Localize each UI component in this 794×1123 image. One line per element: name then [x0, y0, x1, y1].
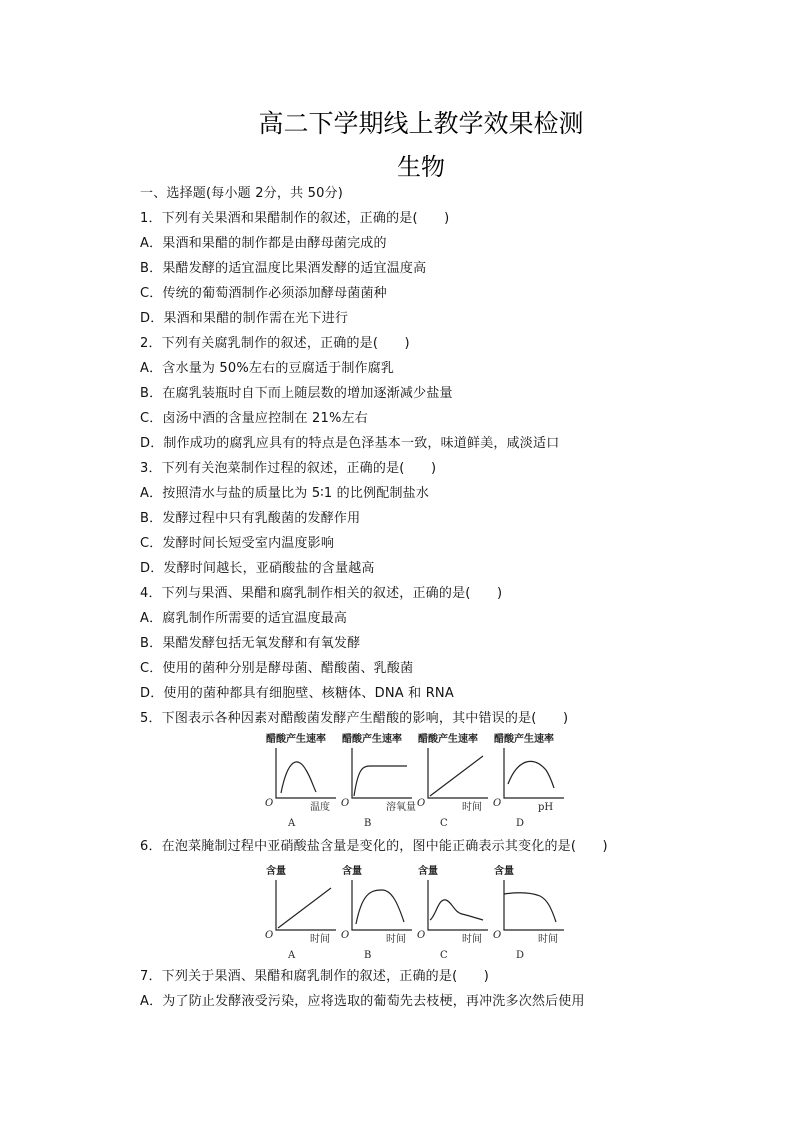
origin-label: O: [265, 798, 274, 809]
q6-graph-a: [265, 864, 336, 961]
origin-label: O: [341, 798, 350, 809]
graph-letter: B: [364, 818, 372, 829]
axes: [276, 748, 336, 798]
q6-graph-d: [493, 864, 564, 961]
origin-label: O: [417, 798, 426, 809]
question-4-option-c: C．使用的菌种分别是酵母菌、醋酸菌、乳酸菌: [140, 661, 414, 676]
origin-label: O: [493, 798, 502, 809]
x-axis-label: 溶氧量: [386, 802, 416, 813]
question-4-stem: 4．下列与果酒、果醋和腐乳制作相关的叙述，正确的是( ): [140, 586, 503, 601]
question-1-stem: 1．下列有关果酒和果醋制作的叙述，正确的是( ): [140, 211, 450, 226]
question-2-stem: 2．下列有关腐乳制作的叙述，正确的是( ): [140, 336, 410, 351]
axes: [504, 880, 564, 930]
curve: [508, 761, 554, 788]
curve: [354, 766, 407, 796]
question-2-option-d: D．制作成功的腐乳应具有的特点是色泽基本一致，味道鲜美，咸淡适口: [140, 436, 560, 451]
x-axis-label: 时间: [538, 934, 558, 945]
y-axis-label: 含量: [342, 866, 362, 877]
axes: [428, 880, 488, 930]
y-axis-label: 含量: [266, 866, 286, 877]
curve: [281, 762, 316, 793]
question-1-option-a: A．果酒和果醋的制作都是由酵母菌完成的: [140, 236, 387, 251]
q6-graph-b: [341, 864, 412, 961]
x-axis-label: pH: [538, 802, 554, 813]
section-heading: 一、选择题(每小题 2分，共 50分): [140, 186, 344, 201]
question-1-option-c: C．传统的葡萄酒制作必须添加酵母菌菌种: [140, 286, 387, 301]
curve: [430, 900, 483, 920]
question-7-option-a: A．为了防止发酵液受污染，应将选取的葡萄先去枝梗，再冲洗多次然后使用: [140, 994, 585, 1009]
question-1-option-b: B．果醋发酵的适宜温度比果酒发酵的适宜温度高: [140, 261, 427, 276]
question-3-stem: 3．下列有关泡菜制作过程的叙述，正确的是( ): [140, 461, 437, 476]
question-2-option-c: C．卤汤中酒的含量应控制在 21%左右: [140, 411, 368, 426]
q5-graph-a: [265, 732, 336, 829]
axes: [352, 748, 412, 798]
curve: [278, 888, 331, 928]
y-axis-label: 醋酸产生速率: [418, 734, 478, 745]
graph-letter: C: [440, 818, 448, 829]
x-axis-label: 时间: [386, 934, 406, 945]
question-3-option-a: A．按照清水与盐的质量比为 5∶1 的比例配制盐水: [140, 486, 430, 501]
graph-letter: D: [516, 818, 525, 829]
q5-graph-d: [493, 732, 564, 829]
question-7-stem: 7．下列关于果酒、果醋和腐乳制作的叙述，正确的是( ): [140, 969, 490, 984]
curve: [504, 893, 556, 922]
graph-letter: C: [440, 950, 448, 961]
origin-label: O: [265, 930, 274, 941]
y-axis-label: 含量: [418, 866, 438, 877]
graph-letter: D: [516, 950, 525, 961]
q5-graph-c: [417, 732, 488, 829]
q6-graphs: [262, 862, 558, 962]
q5-graphs: [262, 730, 552, 830]
question-3-option-c: C．发酵时间长短受室内温度影响: [140, 536, 335, 551]
curve: [430, 756, 483, 796]
x-axis-label: 时间: [462, 802, 482, 813]
question-3-option-b: B．发酵过程中只有乳酸菌的发酵作用: [140, 511, 361, 526]
question-6-stem: 6．在泡菜腌制过程中亚硝酸盐含量是变化的，图中能正确表示其变化的是( ): [140, 839, 608, 854]
question-4-option-b: B．果醋发酵包括无氧发酵和有氧发酵: [140, 636, 361, 651]
document-subject: 生物: [397, 153, 445, 181]
question-3-option-d: D．发酵时间越长，亚硝酸盐的含量越高: [140, 561, 375, 576]
question-5-stem: 5．下图表示各种因素对醋酸菌发酵产生醋酸的影响，其中错误的是( ): [140, 711, 569, 726]
origin-label: O: [417, 930, 426, 941]
question-6-figure: [262, 862, 558, 962]
question-4-option-d: D．使用的菌种都具有细胞壁、核糖体、DNA 和 RNA: [140, 686, 454, 701]
graph-letter: A: [288, 818, 296, 829]
question-4-option-a: A．腐乳制作所需要的适宜温度最高: [140, 611, 348, 626]
origin-label: O: [341, 930, 350, 941]
q5-graph-b: [341, 732, 416, 829]
question-5-figure: [262, 730, 552, 830]
x-axis-label: 时间: [462, 934, 482, 945]
question-2-option-a: A．含水量为 50%左右的豆腐适于制作腐乳: [140, 361, 395, 376]
y-axis-label: 含量: [494, 866, 514, 877]
x-axis-label: 温度: [310, 802, 330, 813]
y-axis-label: 醋酸产生速率: [266, 734, 326, 745]
y-axis-label: 醋酸产生速率: [494, 734, 554, 745]
graph-letter: B: [364, 950, 372, 961]
question-2-option-b: B．在腐乳装瓶时自下而上随层数的增加逐渐减少盐量: [140, 386, 453, 401]
curve: [356, 890, 404, 924]
document-title: 高二下学期线上教学效果检测: [258, 109, 584, 138]
x-axis-label: 时间: [310, 934, 330, 945]
y-axis-label: 醋酸产生速率: [342, 734, 402, 745]
question-1-option-d: D．果酒和果醋的制作需在光下进行: [140, 311, 349, 326]
origin-label: O: [493, 930, 502, 941]
graph-letter: A: [288, 950, 296, 961]
q6-graph-c: [417, 864, 488, 961]
